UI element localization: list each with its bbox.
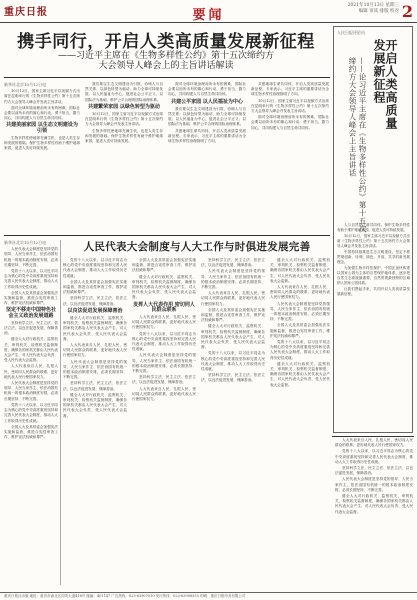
paragraph: 坚持科学立法、民主立法、依法立法，以良法促进发展、保障善治。 xyxy=(63,381,127,391)
page-number: 2 xyxy=(401,2,413,21)
paragraph: 党的十八大以来，以习近平同志为核心的党中央高度重视坚持和完善人民代表大会制度，推动人大工作取得历史性成就。 xyxy=(4,269,58,289)
dateline xyxy=(348,3,399,15)
paragraph: 全国人大及其常委会加强宪法实施和监督，推进合宪性审查工作，维护宪法权威和尊严。 xyxy=(63,279,127,295)
paragraph: 人民代表大会制度是坚持党的领导、人民当家作主、依法治国有机统一的根本政治制度安排，必须长期坚持、不断完善。 xyxy=(63,359,127,380)
lead-column xyxy=(168,82,246,232)
lead-subhead: 共建美丽家园 以生态文明建设为引领 xyxy=(6,122,78,134)
second-column xyxy=(201,258,265,584)
paragraph: 健全人大对行政机关、监察机关、审判机关、检察机关监督制度，确保各国家机关都由人民代表大会产生、对人民代表大会负责、受人民代表大会监督。 xyxy=(335,494,413,514)
paragraph: 为加强生物多样性保护，中国正加快构建以国家公园为主体的自然保护地体系，逐步把自然生态系统最重要、自然景观最独特的区域纳入国家公园体系。 xyxy=(337,266,410,285)
paragraph: 共建地球生命共同体，开启人类高质量发展新征程。专家表示，习近平主席的重要讲话为全球生物多样性治理指明了方向。 xyxy=(251,82,329,97)
paragraph: 党的十八大以来，以习近平同志为核心的党中央高度重视坚持和完善人民代表大会制度，推动人大工作取得历史性成就。 xyxy=(201,351,265,372)
lead-subheadline xyxy=(6,51,326,71)
paragraph: 人大代表来自人民、扎根人民，密切同人民群众的联系，更好地代表人民行使国家权力。 xyxy=(132,386,196,402)
paragraph: 人民代表大会制度是坚持党的领导、人民当家作主、依法治国有机统一的根本政治制度安排，必须长期坚持、不断完善。 xyxy=(132,353,196,374)
commentary-subtitle-line: ——论习近平主席在《生物多样性公约》第十五次 xyxy=(358,57,367,233)
paragraph: 党的十八大以来，以习近平同志为核心的党中央高度重视坚持和完善人民代表大会制度，推动人大工作取得历史性成就。 xyxy=(335,449,413,464)
paragraph: 中国将持续推进生态文明建设，坚定不移贯彻创新、协调、绿色、开放、共享的新发展理念。 xyxy=(337,250,410,264)
paragraph: 人与自然是生命共同体。保护生物多样性有助于维护地球家园，促进人类可持续发展。 xyxy=(337,223,410,232)
second-column xyxy=(270,258,330,584)
lead-subhead: 共建繁荣家园 以绿色转型为驱动 xyxy=(88,103,160,110)
paragraph: 人民代表大会制度是坚持党的领导、人民当家作主、依法治国有机统一的根本政治制度安排，必须长期坚持、不断完善。 xyxy=(270,301,330,322)
commentary-subtitle-line: 缔约方大会领导人峰会上主旨讲话 xyxy=(348,57,357,177)
lead-byline: 新华社北京10月12日电 xyxy=(4,82,47,87)
lead-headline: 携手同行，开启人类高质量发展新征程 xyxy=(17,32,315,52)
paragraph: 人民代表大会制度是坚持党的领导、人民当家作主、依法治国有机统一的根本政治制度安排，必须长期坚持、不断完善。 xyxy=(335,477,413,492)
section-title: 要闻 xyxy=(192,8,225,23)
second-column xyxy=(4,240,58,585)
masthead xyxy=(0,0,417,23)
paragraph: 健全人大对行政机关、监察机关、审判机关、检察机关监督制度，确保各国家机关都由人民代表大会产生、对人民代表大会负责、受人民代表大会监督。 xyxy=(4,337,58,363)
commentary-title-line: 开启人类高质量 xyxy=(384,39,398,130)
commentary-label: 人民日报评论员 xyxy=(337,30,365,35)
divider xyxy=(332,436,414,437)
paragraph: 全国人大及其常委会加强宪法实施和监督，推进合宪性审查工作，维护宪法权威和尊严。 xyxy=(132,258,196,273)
paragraph: 人大代表来自人民、扎根人民，密切同人民群众的联系，更好地代表人民行使国家权力。 xyxy=(270,285,330,300)
paragraph: 健全人大对行政机关、监察机关、审判机关、检察机关监督制度，确保各国家机关都由人民代表大会产生、对人民代表大会负责、受人民代表大会监督。 xyxy=(270,258,330,283)
second-byline: 新华社北京10月12日电 xyxy=(4,240,47,245)
paragraph: 健全人大对行政机关、监察机关、审判机关、检察机关监督制度，确保各国家机关都由人民代表大会产生、对人民代表大会负责、受人民代表大会监督。 xyxy=(63,392,127,418)
paragraph: 健全人大对行政机关、监察机关、审判机关、检察机关监督制度，确保各国家机关都由人民代表大会产生、对人民代表大会负责、受人民代表大会监督。 xyxy=(132,274,196,300)
paragraph: 人民代表大会制度是坚持党的领导、人民当家作主、依法治国有机统一的根本政治制度安排，必须长期坚持、不断完善。 xyxy=(201,269,265,290)
paragraph: 坚持科学立法、民主立法、依法立法，以良法促进发展、保障善治。 xyxy=(335,466,413,476)
lead-subhead: 共建公平家园 以人民福祉为中心 xyxy=(171,98,243,105)
paragraph: 健全人大对行政机关、监察机关、审判机关、检察机关监督制度，确保各国家机关都由人民代表大会产生、对人民代表大会负责、受人民代表大会监督。 xyxy=(201,324,265,350)
paragraph: 我们要以生态文明建设为引领，协调人与自然关系；以绿色转型为驱动，助力全球可持续发展；以人民福祉为中心，促进社会公平正义；以国际法为基础，维护公平合理的国际治理体系。 xyxy=(168,106,246,127)
editor-credits: 编辑 审读 排版 校对 xyxy=(358,9,399,14)
paragraph: 我们要以生态文明建设为引领，协调人与自然关系；以绿色转型为驱动，助力全球可持续发展；以人民福祉为中心，促进社会公平正义；以国际法为基础，维护公平合理的国际治理体系。 xyxy=(85,82,163,102)
paragraph: 健全人大对行政机关、监察机关、审判机关、检察机关监督制度，确保各国家机关都由人民代表大会产生、对人民代表大会负责、受人民代表大会监督。 xyxy=(63,316,127,341)
paragraph: 生物多样性使地球充满生机，也是人类生存和发展的基础。保护生物多样性有助于维护地球家园，促进人类可持续发展。 xyxy=(4,135,80,151)
newspaper-logo: 重庆日报 xyxy=(4,7,48,18)
lead-subheadline-line: 大会领导人峰会上的主旨讲话解读 xyxy=(98,61,234,71)
footer: 重庆日报社出版 地址：重庆市渝北区同茂大道416号 邮编：401147 广告热线：023-63907010 发行热线：023-63908555 印刷：重庆日报印务有限公司 xyxy=(0,592,417,600)
date-text: 2021年10月13日 星期三 xyxy=(347,3,399,8)
paragraph: 坚持科学立法、民主立法、依法立法，以良法促进发展、保障善治。 xyxy=(4,320,58,336)
commentary-title-line: 发展新征程 xyxy=(372,39,386,104)
paragraph: 人大代表来自人民、扎根人民，密切同人民群众的联系，更好地代表人民行使国家权力。 xyxy=(63,343,127,358)
paragraph: 10月12日，国家主席习近平以视频方式出席在昆明举行的《生物多样性公约》第十五次缔约方大会领导人峰会并发表主旨讲话。 xyxy=(85,112,163,127)
paragraph: 10月12日，国家主席习近平以视频方式出席在昆明举行的《生物多样性公约》第十五次缔约方大会领导人峰会并发表主旨讲话。 xyxy=(4,89,80,104)
paragraph: 10月12日，国家主席习近平以视频方式出席《生物多样性公约》第十五次缔约方大会领导人峰会并发表主旨讲话。 xyxy=(337,234,410,248)
paragraph: 党的十八大以来，以习近平同志为核心的党中央高度重视坚持和完善人民代表大会制度，推动人大工作取得历史性成就。 xyxy=(270,340,330,360)
paragraph: 全国人大及其常委会加强宪法实施和监督，推进合宪性审查工作，维护宪法权威和尊严。 xyxy=(201,307,265,323)
paragraph: 健全人大对行政机关、监察机关、审判机关、检察机关监督制度，确保各国家机关都由人民代表大会产生、对人民代表大会负责、受人民代表大会监督。 xyxy=(270,361,330,387)
second-subhead: 以良法促进发展保障善治 xyxy=(67,307,123,314)
paragraph: 全国人大及其常委会加强宪法实施和监督，推进合宪性审查工作，维护宪法权威和尊严。 xyxy=(270,323,330,338)
paragraph: 党的十八大以来，以习近平同志为核心的党中央高度重视坚持和完善人民代表大会制度，推动人大工作取得历史性成就。 xyxy=(63,258,127,278)
second-subhead: 坚定不移走中国特色社会主义政治发展道路 xyxy=(5,307,56,319)
lead-column xyxy=(85,82,163,232)
paragraph: 坚持科学立法、民主立法、依法立法，以良法促进发展、保障善治。 xyxy=(63,296,127,306)
paragraph: 全国人大及其常委会加强宪法实施和监督，推进合宪性审查工作，维护宪法权威和尊严。 xyxy=(4,290,58,306)
divider xyxy=(4,235,330,236)
paragraph: 面对全球环境治理前所未有的困难，国际社会要以前所未有的雄心和行动，勇于担当，勠力同心，共同构建人与自然生命共同体。 xyxy=(168,82,246,97)
paragraph: 人大代表来自人民、扎根人民，密切同人民群众的联系，更好地代表人民行使国家权力。 xyxy=(4,364,58,379)
paragraph: 党的十八大以来，以习近平同志为核心的党中央高度重视坚持和完善人民代表大会制度，推动人大工作取得历史性成就。 xyxy=(4,402,58,423)
paragraph: 人民代表大会制度是坚持党的领导、人民当家作主、依法治国有机统一的根本政治制度安排，必须长期坚持、不断完善。 xyxy=(4,247,58,267)
commentary-body xyxy=(337,223,410,429)
paragraph: 坚持科学立法、民主立法、依法立法，以良法促进发展、保障善治。 xyxy=(201,258,265,268)
divider xyxy=(4,77,330,78)
second-subhead: 发挥人大代表作用 密切同人民群众联系 xyxy=(133,301,195,313)
second-headline: 人民代表大会制度与人大工作与时俱进发展完善 xyxy=(83,241,311,253)
second-column xyxy=(335,438,413,586)
lead-column xyxy=(251,82,329,232)
paragraph: 全国人大及其常委会加强宪法实施和监督，推进合宪性审查工作，维护宪法权威和尊严。 xyxy=(4,424,58,440)
paragraph: 人大代表来自人民、扎根人民，密切同人民群众的联系，更好地代表人民行使国家权力。 xyxy=(335,438,413,448)
lead-column xyxy=(4,82,80,232)
second-column xyxy=(132,258,196,584)
paragraph: 人民代表大会制度是坚持党的领导、人民当家作主、依法治国有机统一的根本政治制度安排，必须长期坚持、不断完善。 xyxy=(4,381,58,401)
paragraph: 人大代表来自人民、扎根人民，密切同人民群众的联系，更好地代表人民行使国家权力。 xyxy=(132,315,196,330)
commentary-box xyxy=(333,26,413,433)
paragraph: 生物多样性使地球充满生机，也是人类生存和发展的基础。保护生物多样性有助于维护地球家园，促进人类可持续发展。 xyxy=(85,128,163,144)
column-divider xyxy=(60,240,61,585)
paragraph: 共建地球生命共同体，开启人类高质量发展新征程。专家表示，习近平主席的重要讲话为全球生物多样性治理指明了方向。 xyxy=(168,128,246,144)
second-column xyxy=(63,258,127,584)
paragraph: 让我们携起手来，共同开启人类高质量发展新征程。 xyxy=(337,287,410,296)
paragraph: 面对全球环境治理前所未有的困难，国际社会要以前所未有的雄心和行动，勇于担当，勠力同心，共同构建人与自然生命共同体。 xyxy=(251,115,329,130)
lead-subheadline-line: ——习近平主席在《生物多样性公约》第十五次缔约方 xyxy=(57,51,274,61)
paragraph: 党的十八大以来，以习近平同志为核心的党中央高度重视坚持和完善人民代表大会制度，推动人大工作取得历史性成就。 xyxy=(132,331,196,352)
paragraph: 10月12日，国家主席习近平以视频方式出席在昆明举行的《生物多样性公约》第十五次缔约方大会领导人峰会并发表主旨讲话。 xyxy=(251,98,329,114)
paragraph: 坚持科学立法、民主立法、依法立法，以良法促进发展、保障善治。 xyxy=(201,373,265,383)
paragraph: 人大代表来自人民、扎根人民，密切同人民群众的联系，更好地代表人民行使国家权力。 xyxy=(201,291,265,306)
paragraph: 坚持科学立法、民主立法、依法立法，以良法促进发展、保障善治。 xyxy=(132,375,196,385)
paragraph: 面对全球环境治理前所未有的困难，国际社会要以前所未有的雄心和行动，勇于担当，勠力同心，共同构建人与自然生命共同体。 xyxy=(4,105,80,121)
